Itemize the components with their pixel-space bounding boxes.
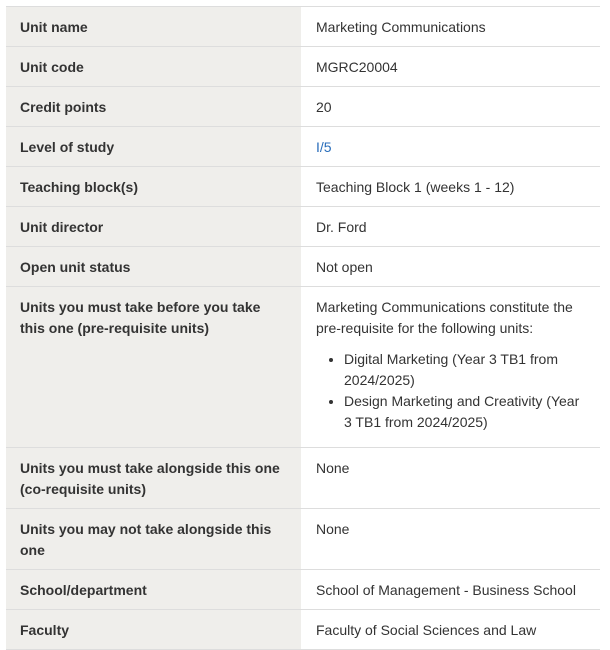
value-teaching-block: Teaching Block 1 (weeks 1 - 12) [301, 167, 600, 207]
row-excluded-units [6, 509, 600, 570]
unit-details-table [6, 6, 600, 650]
row-credit-points [6, 87, 600, 127]
list-item: • Design Marketing and Creativity (Year 3 TB1 from 2024/2025) [344, 391, 586, 433]
value-faculty: Faculty of Social Sciences and Law [301, 610, 600, 650]
value-level-of-study-cell [301, 127, 600, 167]
level-of-study-link[interactable]: I/5 [316, 139, 332, 155]
row-school-department [6, 570, 600, 610]
label-prerequisite-units: Units you must take before you take this one (pre-requisite units) [6, 287, 301, 448]
label-unit-director: Unit director [6, 207, 301, 247]
row-unit-code [6, 47, 600, 87]
prerequisite-intro: Marketing Communications constitute the pre-requisite for the following units: [316, 299, 573, 336]
value-unit-director: Dr. Ford [301, 207, 600, 247]
label-corequisite-units: Units you must take alongside this one (co-requisite units) [6, 448, 301, 509]
label-school-department: School/department [6, 570, 301, 610]
row-teaching-block [6, 167, 600, 207]
value-corequisite-units: None [301, 448, 600, 509]
row-level-of-study [6, 127, 600, 167]
prerequisite-list [316, 349, 586, 433]
value-unit-name: Marketing Communications [301, 7, 600, 47]
label-teaching-block: Teaching block(s) [6, 167, 301, 207]
list-item: • Digital Marketing (Year 3 TB1 from 2024/2025) [344, 349, 586, 391]
label-faculty: Faculty [6, 610, 301, 650]
value-open-unit-status: Not open [301, 247, 600, 287]
value-prerequisite-units [301, 287, 600, 448]
row-corequisite-units [6, 448, 600, 509]
row-prerequisite-units [6, 287, 600, 448]
label-unit-code: Unit code [6, 47, 301, 87]
value-unit-code: MGRC20004 [301, 47, 600, 87]
row-open-unit-status [6, 247, 600, 287]
row-unit-name [6, 7, 600, 47]
row-unit-director [6, 207, 600, 247]
value-credit-points: 20 [301, 87, 600, 127]
value-excluded-units: None [301, 509, 600, 570]
row-faculty [6, 610, 600, 650]
value-school-department: School of Management - Business School [301, 570, 600, 610]
label-level-of-study: Level of study [6, 127, 301, 167]
label-excluded-units: Units you may not take alongside this one [6, 509, 301, 570]
label-credit-points: Credit points [6, 87, 301, 127]
label-unit-name: Unit name [6, 7, 301, 47]
label-open-unit-status: Open unit status [6, 247, 301, 287]
